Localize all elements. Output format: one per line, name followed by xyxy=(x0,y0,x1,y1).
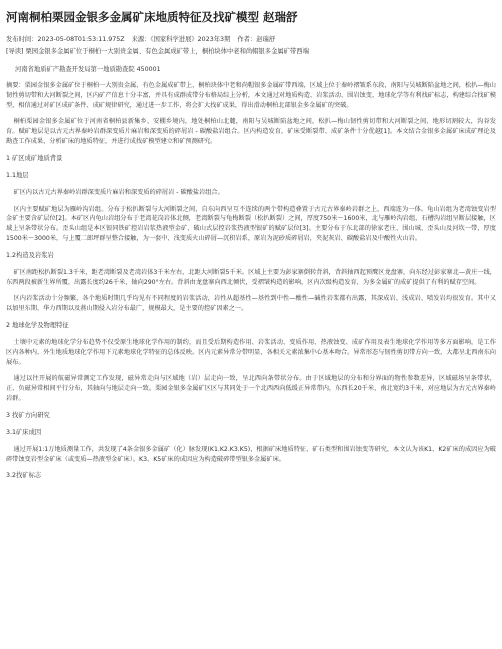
article-title: 河南桐柏栗园金银多金属矿床地质特征及找矿模型 赵瑞舒 xyxy=(6,10,298,24)
body-paragraph: 区内主要赋矿地层为雁岭沟岩组。分布于松扒断裂与大河断裂之间，自东向西呈互不连续的两个带构造叠置于古元古界秦岭岩群之上，西端连为一体。龟山岩组为老湾蚀变岩型金矿主要含矿层位[2]。本矿区内龟山岩组分布于老湾花岗岩体北侧，老湾断裂与龟梅断裂（松扒断裂）之间，厚度750米～1600米，北与雁岭沟岩组、石槽沟岩组呈断层接触，区域上呈条带状分布。歪头山组是本区银同铁矿控岩岩浆热液型金矿、破山式层控岩浆热液型银矿的赋矿层位[3]。主要分布于东北部的徐家老庄、围山城、歪头山及河坎一带，厚度1500米～3000米，与上覆二郎坪群呈整合接触，为一套中、浅变质火山碎屑—沉积岩系，原岩为泥砂质碎屑岩，夹泥灰岩、碳酸盐岩及中酸性火山岩。 xyxy=(6,205,496,242)
section-heading: 1.1地层 xyxy=(6,171,29,179)
body-paragraph: 土壤中元素的地球化学分布趋势不仅受原生地球化学作用的制约，而且受后期构造作用、岩浆活动、变质作用、热液蚀变、成矿作用及表生地球化学作用等多方面影响，是工作区内各种内、外生地质地球化学作用下元素地球化学特征的总体反映。区内元素异常分带明显，各相关元素浓集中心基本吻合。异常形态与韧性剪切带方向一致，大都呈北西南东向展布。 xyxy=(6,338,496,366)
section-heading: 3.2找矿标志 xyxy=(6,472,42,480)
section-heading: 1.2构造及岩浆岩 xyxy=(6,251,54,259)
body-paragraph: 区内岩浆活动十分频繁，各个地质时期几乎均见有不同程度的岩浆活动，岩性从超基性—基性到中性—酸性—碱性岩浆都有出露，其深成岩、浅成岩、喷发岩均很发育。其中又以加里东期、华力西期以及燕山期侵入岩分布最广，规模最大，是主要的控矿因素之一。 xyxy=(6,295,496,313)
body-paragraph: 矿区南距松扒断裂1.3千米，距老湾断裂及老湾岩体3千米左右，北距大河断裂5千米。区域上主要为彭家寨倒转背斜，背斜轴西起预鹰区龙盘寨，向东经过彭家寨北—黄庄一线，东西两段被新生界所覆，出露长度约26千米，轴向290°左右。背斜由龙盘寨向西北倾伏，受褶皱构造的影响，区内次级构造发育，为多金属矿的成矿提供了有利的赋存空间。 xyxy=(6,268,496,286)
body-paragraph: 通过以往开展的航磁异常测定工作发现，磁异常走向与区域地（岩）层走向一致，呈北西向条带状分布。由于区域地层的分布和分界面的物性参数差异，区域磁场呈条带状，正、负磁异常相间平行分布，其轴向与地层走向一致。栗园金银多金属矿区区与其同处于一个北西西向低缓正异常带内，东西长20千米，南北宽约3千米，对应地层为古元古界秦岭岩群。 xyxy=(6,375,496,402)
author-affiliation: 河南省地质矿产勘查开发局第一地质勘查院 450001 xyxy=(15,66,161,73)
abstract-paragraph: 摘要：栗园金银多金属矿位于桐柏一大别贵金属、有色金属成矿带上，桐柏块体中老和尚帽银多金属矿带西端，区域上位于秦岭褶皱系东段，南阳与吴城断陷盆地之间，松扒—梅山韧性剪切带和大河断裂之间，区内矿产信息十分丰富，并具有成群成带分布格局综上分析，本文通过对地质构造、岩浆活动、围岩蚀变、地球化学等有利找矿标志，构建综合找矿模型，相信通过对矿区成矿条件、成矿规律研究，通过进一步工作，将会扩大找矿成果，得出滑动桐柏北部银金多金属矿的突破。 xyxy=(6,82,496,109)
body-paragraph: 矿区内以古元古界秦岭岩群深变质片麻岩和深变质的碎屑岩 - 碳酸盐岩组合。 xyxy=(13,188,224,196)
body-paragraph: 桐柏栗园金银多金属矿位于河南省桐柏县新集乡、安棚乡境内，地处桐柏山北麓，南阳与吴城断陷盆地之间，松扒—梅山韧性剪切带和大河断裂之间，地形切割较大，沟谷发育。赋矿地层是以古元古界秦岭岩群深变质片麻岩和深变质的碎屑岩 - 碳酸盐岩组合。区内构造发育，矿床受断裂带、成矿条件十分优越[1]。本文结合金银多金属矿床成矿理论及勘查工作成果，分析矿床的地质特征，并进行成找矿模型建立和矿预测研究。 xyxy=(6,118,496,145)
section-heading: 3.1矿床成因 xyxy=(6,428,42,436)
article-source: 来源：《国家科学进展》2023年3期 xyxy=(131,36,231,43)
article-author: 作者：赵瑞舒 xyxy=(237,36,276,43)
article-body xyxy=(6,81,496,481)
section-heading: 3 找矿方向研究 xyxy=(6,411,50,419)
article-guide: [导读] 栗园金银多金属矿位于桐柏一大别贵金属、有色金属成矿带上，桐柏块体中老和尚帽银多金属矿带西端 xyxy=(6,48,309,55)
section-heading: 2 地球化学及物理特征 xyxy=(6,321,69,329)
publish-date: 发布时间：2023-05-08T01:53:11.975Z xyxy=(6,36,125,43)
article-meta xyxy=(6,35,496,45)
section-heading: 1 矿区成矿地质背景 xyxy=(6,154,63,162)
body-paragraph: 通过开展1:1万地质测量工作，共发现了4条金银多金属矿（化）脉发现(K1.K2.K3.K5)，根据矿床地质特征、矿石类型和围岩蚀变等研究，本文认为该K1、K2矿床的成因应为破碎带蚀变岩型金矿床（或变质—热液型金矿床）。K3、K5矿床的成因应为构造破碎带型银多金属矿床。 xyxy=(6,445,496,463)
